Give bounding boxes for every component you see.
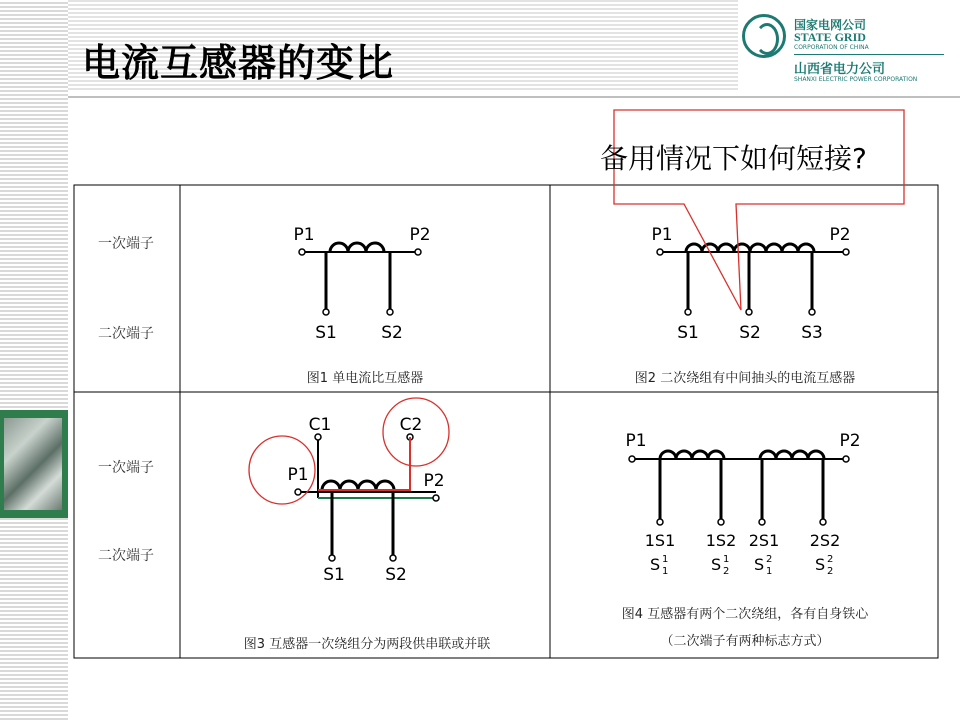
fig4-alt-notation: [650, 554, 833, 577]
fig4-caption-line1: 图4 互感器有两个二次绕组，各有自身铁心: [621, 607, 869, 622]
fig1-s2-label: S2: [381, 323, 403, 343]
fig4-p1-label: P1: [625, 431, 647, 451]
callout-bubble: [614, 110, 904, 310]
logo-en-subtitle: CORPORATION OF CHINA: [794, 44, 869, 51]
row1-secondary-label: 二次端子: [98, 326, 154, 342]
fig3-caption: 图3 互感器一次绕组分为两段供串联或并联: [243, 637, 491, 652]
fig3-s1-label: S1: [323, 565, 345, 585]
svg-text:2: 2: [766, 554, 773, 565]
fig2-s3-label: S3: [801, 323, 823, 343]
fig3-split-primary-ct: [244, 398, 490, 652]
svg-text:1: 1: [766, 566, 773, 577]
fig4-caption-line2: （二次端子有两种标志方式）: [660, 634, 830, 649]
fig3-c2-label: C2: [399, 415, 423, 435]
svg-text:1: 1: [723, 554, 730, 565]
svg-text:2: 2: [827, 566, 834, 577]
fig3-s2-label: S2: [385, 565, 407, 585]
logo-en-name: STATE GRID: [794, 30, 866, 44]
fig3-p2-label: P2: [423, 471, 445, 491]
logo-cn-name: 国家电网公司: [794, 18, 867, 32]
svg-text:1: 1: [662, 566, 669, 577]
fig4-2s2-label: 2S2: [809, 531, 841, 550]
callout-annotation: [600, 110, 904, 310]
fig1-single-ratio-ct: [293, 225, 430, 386]
svg-text:S: S: [754, 555, 765, 574]
diagram-table-grid: [74, 185, 938, 658]
svg-text:2: 2: [827, 554, 834, 565]
fig3-c1-label: C1: [308, 415, 332, 435]
fig1-s1-label: S1: [315, 323, 337, 343]
svg-text:1: 1: [662, 554, 669, 565]
slide-title: 电流互感器的变比: [82, 41, 395, 85]
fig4-1s1-label: 1S1: [644, 531, 676, 550]
callout-question: 备用情况下如何短接?: [600, 142, 867, 175]
fig1-caption: 图1 单电流比互感器: [306, 371, 424, 386]
fig2-tapped-ct: [635, 225, 855, 386]
svg-text:S: S: [711, 555, 722, 574]
fig2-caption: 图2 二次绕组有中间抽头的电流互感器: [634, 371, 856, 386]
row1-primary-label: 一次端子: [98, 236, 154, 252]
fig4-2s1-label: 2S1: [748, 531, 780, 550]
svg-text:S: S: [815, 555, 826, 574]
fig2-p1-label: P1: [651, 225, 673, 245]
row2-secondary-label: 二次端子: [98, 548, 154, 564]
logo-province-en: SHANXI ELECTRIC POWER CORPORATION: [794, 76, 918, 83]
fig1-p2-label: P2: [409, 225, 431, 245]
svg-text:S: S: [650, 555, 661, 574]
fig2-s2-label: S2: [739, 323, 761, 343]
svg-text:2: 2: [723, 566, 730, 577]
fig3-p1-label: P1: [287, 465, 309, 485]
fig4-dual-secondary-ct: [622, 431, 869, 649]
logo-province-name: 山西省电力公司: [794, 62, 886, 77]
fig2-p2-label: P2: [829, 225, 851, 245]
fig4-1s2-label: 1S2: [705, 531, 737, 550]
fig1-p1-label: P1: [293, 225, 315, 245]
fig2-s1-label: S1: [677, 323, 699, 343]
fig4-p2-label: P2: [839, 431, 861, 451]
fig1-coil: [330, 243, 384, 252]
row2-primary-label: 一次端子: [98, 460, 154, 476]
